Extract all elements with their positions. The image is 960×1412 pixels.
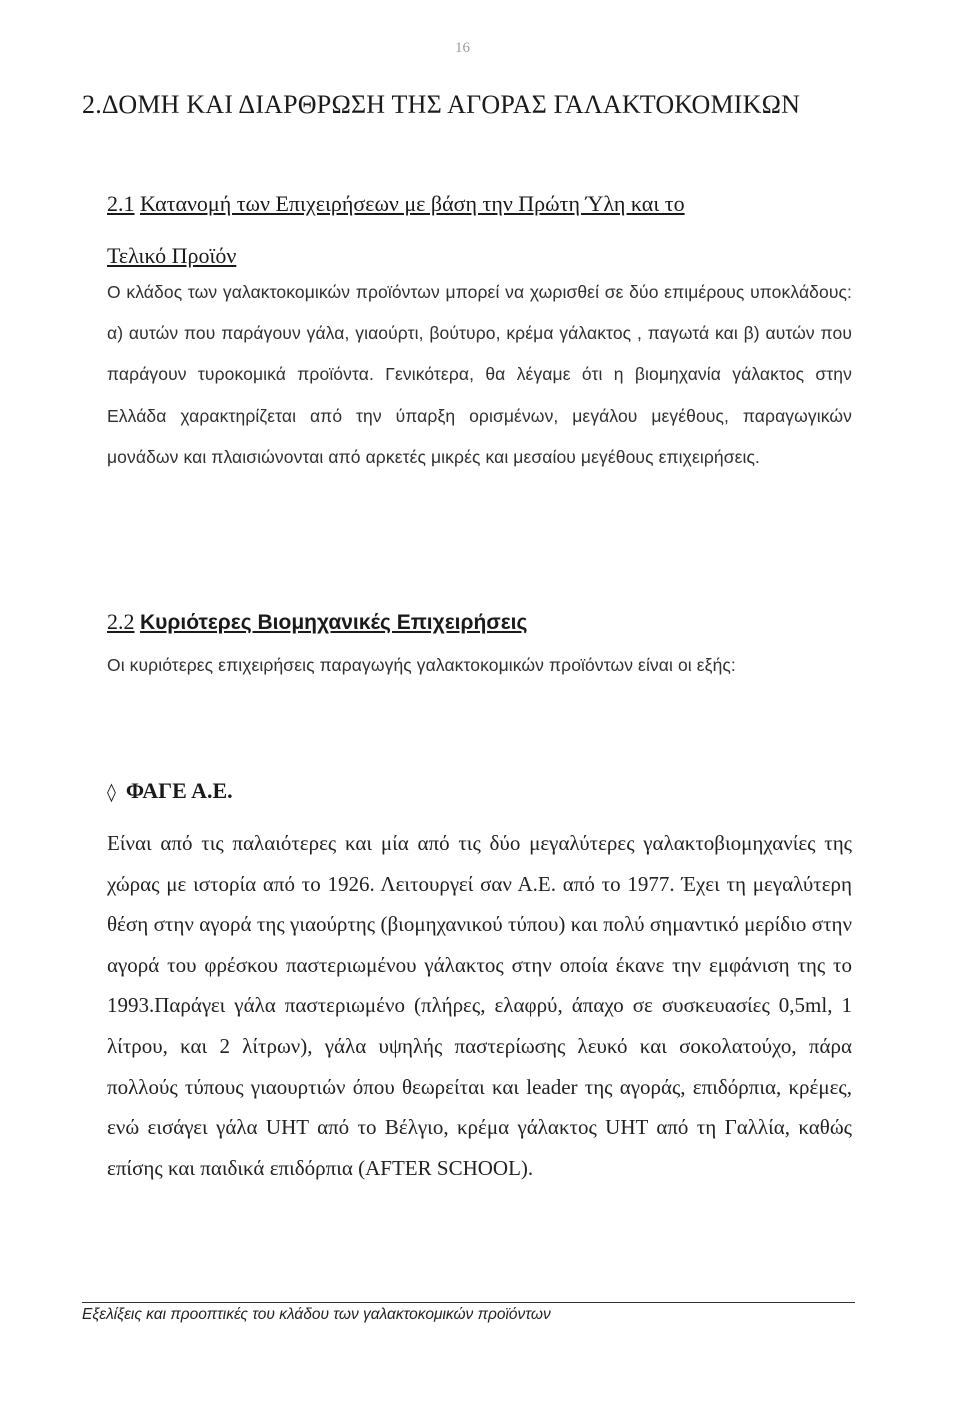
section-2-1-heading — [107, 178, 867, 282]
section-2-2-number: 2.2 — [107, 609, 135, 634]
footer-text: Εξελίξεις και προοπτικές του κλάδου των γαλακτοκομικών προϊόντων — [82, 1306, 551, 1323]
section-2-2-heading — [107, 596, 867, 649]
diamond-bullet-icon: ◊ — [107, 782, 116, 803]
company-name: ΦΑΓΕ Α.Ε. — [125, 778, 233, 803]
footer-rule — [82, 1302, 855, 1303]
section-2-1-title-line1: Κατανομή των Επιχειρήσεων με βάση την Πρώτη Ύλη και το — [140, 191, 685, 216]
section-2-2-intro: Οι κυριότερες επιχειρήσεις παραγωγής γαλακτοκομικών προϊόντων είναι οι εξής: — [107, 655, 736, 675]
section-2-2-title: Κυριότερες Βιομηχανικές Επιχειρήσεις — [140, 611, 528, 634]
section-2-1-title-line2: Τελικό Προϊόν — [107, 243, 237, 268]
chapter-title: 2.ΔΟΜΗ ΚΑΙ ΔΙΑΡΘΡΩΣΗ ΤΗΣ ΑΓΟΡΑΣ ΓΑΛΑΚΤΟΚΟΜΙΚΩΝ — [82, 90, 801, 119]
company-description: Είναι από τις παλαιότερες και μία από τις δύο μεγαλύτερες γαλακτοβιομηχανίες της χώρας με ιστορία από το 1926. Λειτουργεί σαν Α.Ε. από το 1977. Έχει τη μεγαλύτερη θέση στην αγορά της γιαούρτης (βιομηχανικού τύπου) και πολύ σημαντικό μερίδιο στην αγορά του φρέσκου παστεριωμένου γάλακτος στην οποία έκανε την εμφάνιση της το 1993.Παράγει γάλα παστεριωμένο (πλήρες, ελαφρύ, άπαχο σε συσκευασίες 0,5ml, 1 λίτρου, και 2 λίτρων), γάλα υψηλής παστερίωσης λευκό και σοκολατούχο, πάρα πολλούς τύπους γιαουρτιών όπου θεωρείται και leader της αγοράς, επιδόρπια, κρέμες, ενώ εισάγει γάλα UHT από το Βέλγιο, κρέμα γάλακτος UHT από τη Γαλλία, καθώς επίσης και παιδικά επιδόρπια (AFTER SCHOOL). — [107, 831, 852, 1180]
section-2-1-paragraph: Ο κλάδος των γαλακτοκομικών προϊόντων μπορεί να χωρισθεί σε δύο επιμέρους υποκλάδους: α) αυτών που παράγουν γάλα, γιαούρτι, βούτυρο, κρέμα γάλακτος , παγωτά και β) αυτών που παράγουν τυροκομικά προϊόντα. Γενικότερα, θα λέγαμε ότι η βιομηχανία γάλακτος στην Ελλάδα χαρακτηρίζεται από την ύπαρξη ορισμένων, μεγάλου μεγέθους, παραγωγικών μονάδων και πλαισιώνονται από αρκετές μικρές και μεσαίου μεγέθους επιχειρήσεις. — [107, 282, 852, 467]
section-2-1-number: 2.1 — [107, 191, 135, 216]
page-number: 16 — [455, 40, 470, 56]
company-heading — [107, 778, 233, 804]
